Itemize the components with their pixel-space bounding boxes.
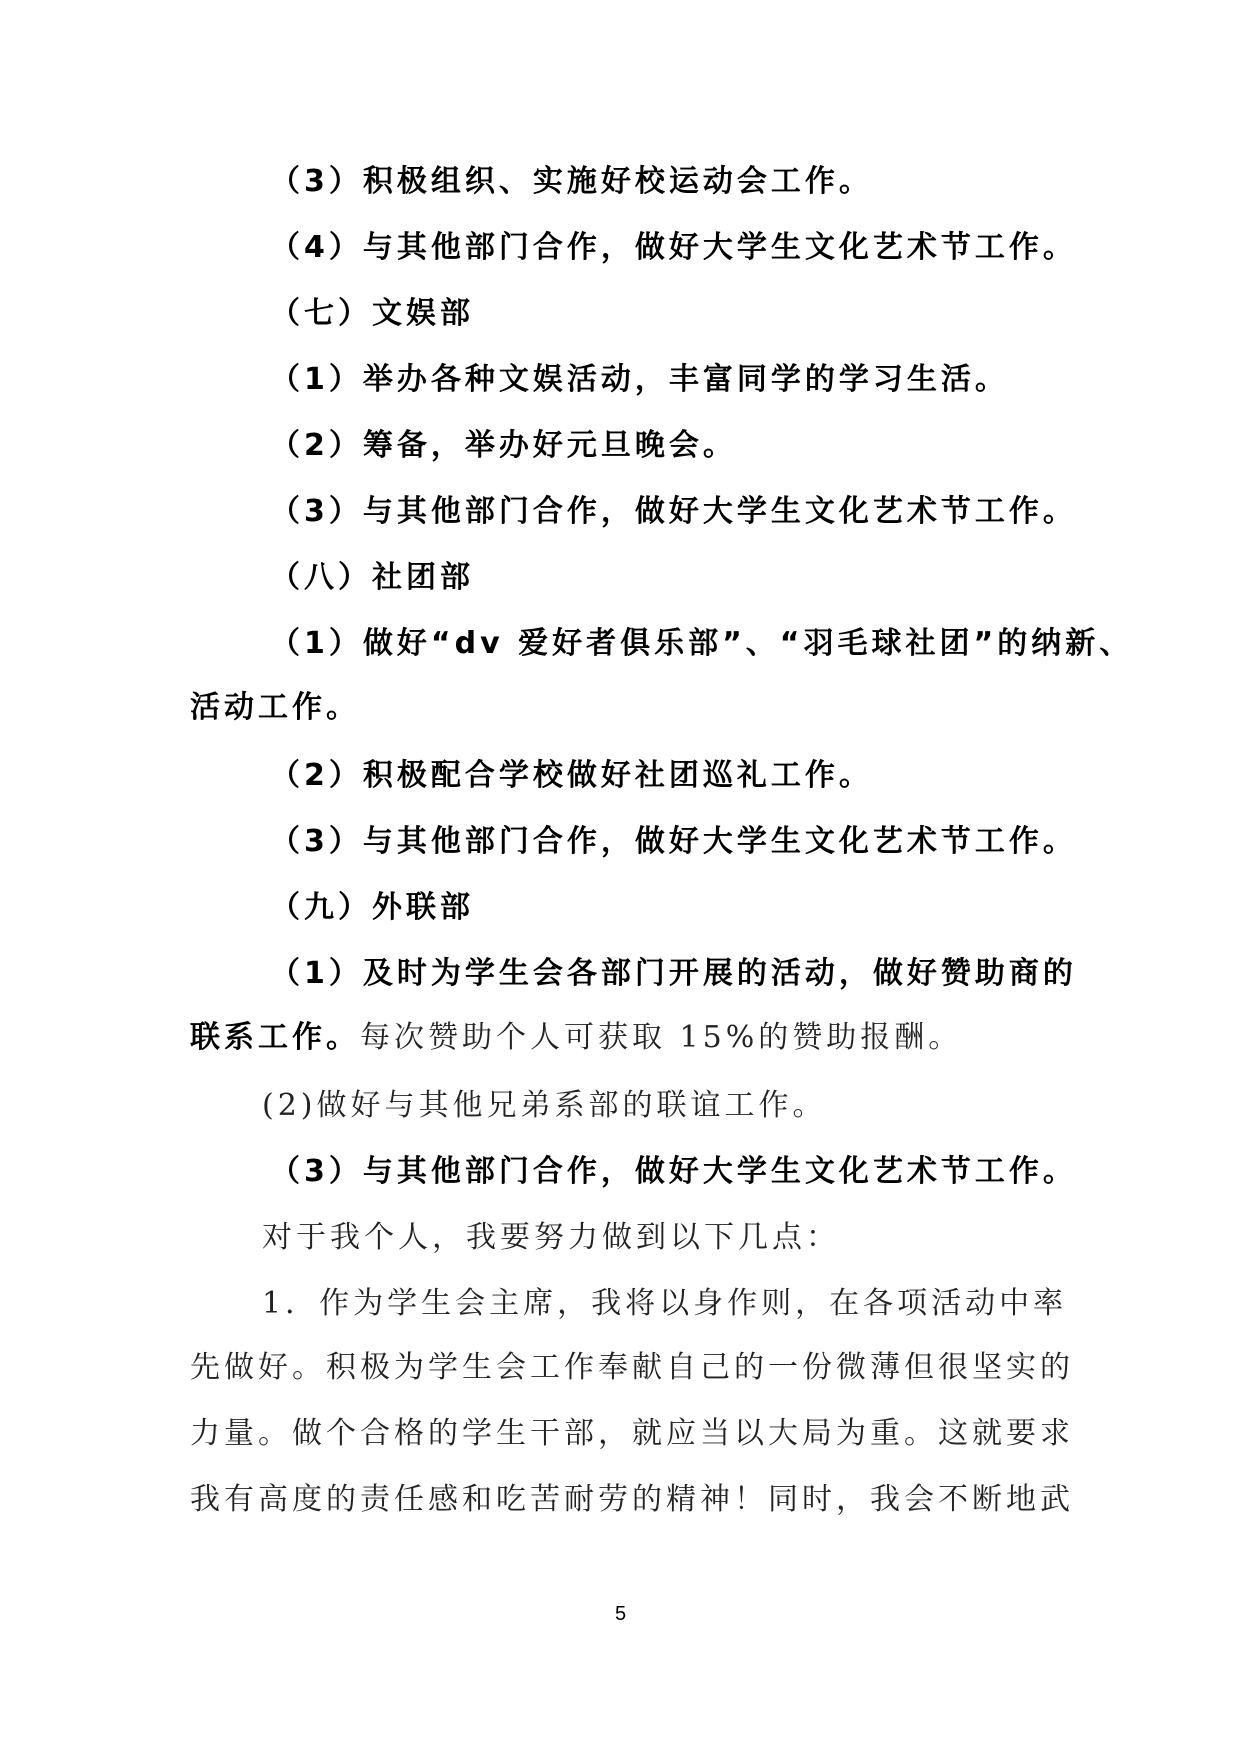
item-external-1: （1）及时为学生会各部门开展的活动，做好赞助商的 [270,956,1077,991]
item-external-3: （3）与其他部门合作，做好大学生文化艺术节工作。 [270,1154,1077,1189]
page-number: 5 [614,1603,627,1625]
personal-point-1-line-4: 我有高度的责任感和吃苦耐劳的精神！同时，我会不断地武 [190,1482,1074,1517]
item-entertainment-1: （1）举办各种文娱活动，丰富同学的学习生活。 [270,362,1009,397]
personal-point-1-line-2: 先做好。积极为学生会工作奉献自己的一份微薄但很坚实的 [190,1350,1074,1385]
item-entertainment-3: （3）与其他部门合作，做好大学生文化艺术节工作。 [270,494,1077,529]
item-external-1-bold-end: 联系工作。 [190,1020,360,1055]
item-entertainment-2: （2）筹备，举办好元旦晚会。 [270,428,737,463]
section-heading-clubs: （八）社团部 [270,560,474,595]
item-clubs-1: （1）做好“dv 爱好者俱乐部”、“羽毛球社团”的纳新、 [270,626,1134,661]
item-sports-3: （3）积极组织、实施好校运动会工作。 [270,164,873,199]
item-sports-4: （4）与其他部门合作，做好大学生文化艺术节工作。 [270,230,1077,265]
item-external-1-continued [190,1018,962,1058]
item-clubs-3: （3）与其他部门合作，做好大学生文化艺术节工作。 [270,824,1077,859]
section-heading-external: （九）外联部 [270,890,474,925]
personal-point-1: 1．作为学生会主席，我将以身作则，在各项活动中率 [262,1286,1068,1321]
item-clubs-1-continued: 活动工作。 [190,690,360,725]
personal-point-1-line-3: 力量。做个合格的学生干部，就应当以大局为重。这就要求 [190,1416,1074,1451]
personal-intro: 对于我个人，我要努力做到以下几点： [262,1220,840,1255]
item-external-2: (2)做好与其他兄弟系部的联谊工作。 [262,1088,827,1123]
item-external-1-note: 每次赞助个人可获取 15%的赞助报酬。 [360,1020,963,1055]
item-clubs-2: （2）积极配合学校做好社团巡礼工作。 [270,758,873,793]
section-heading-entertainment: （七）文娱部 [270,296,474,331]
